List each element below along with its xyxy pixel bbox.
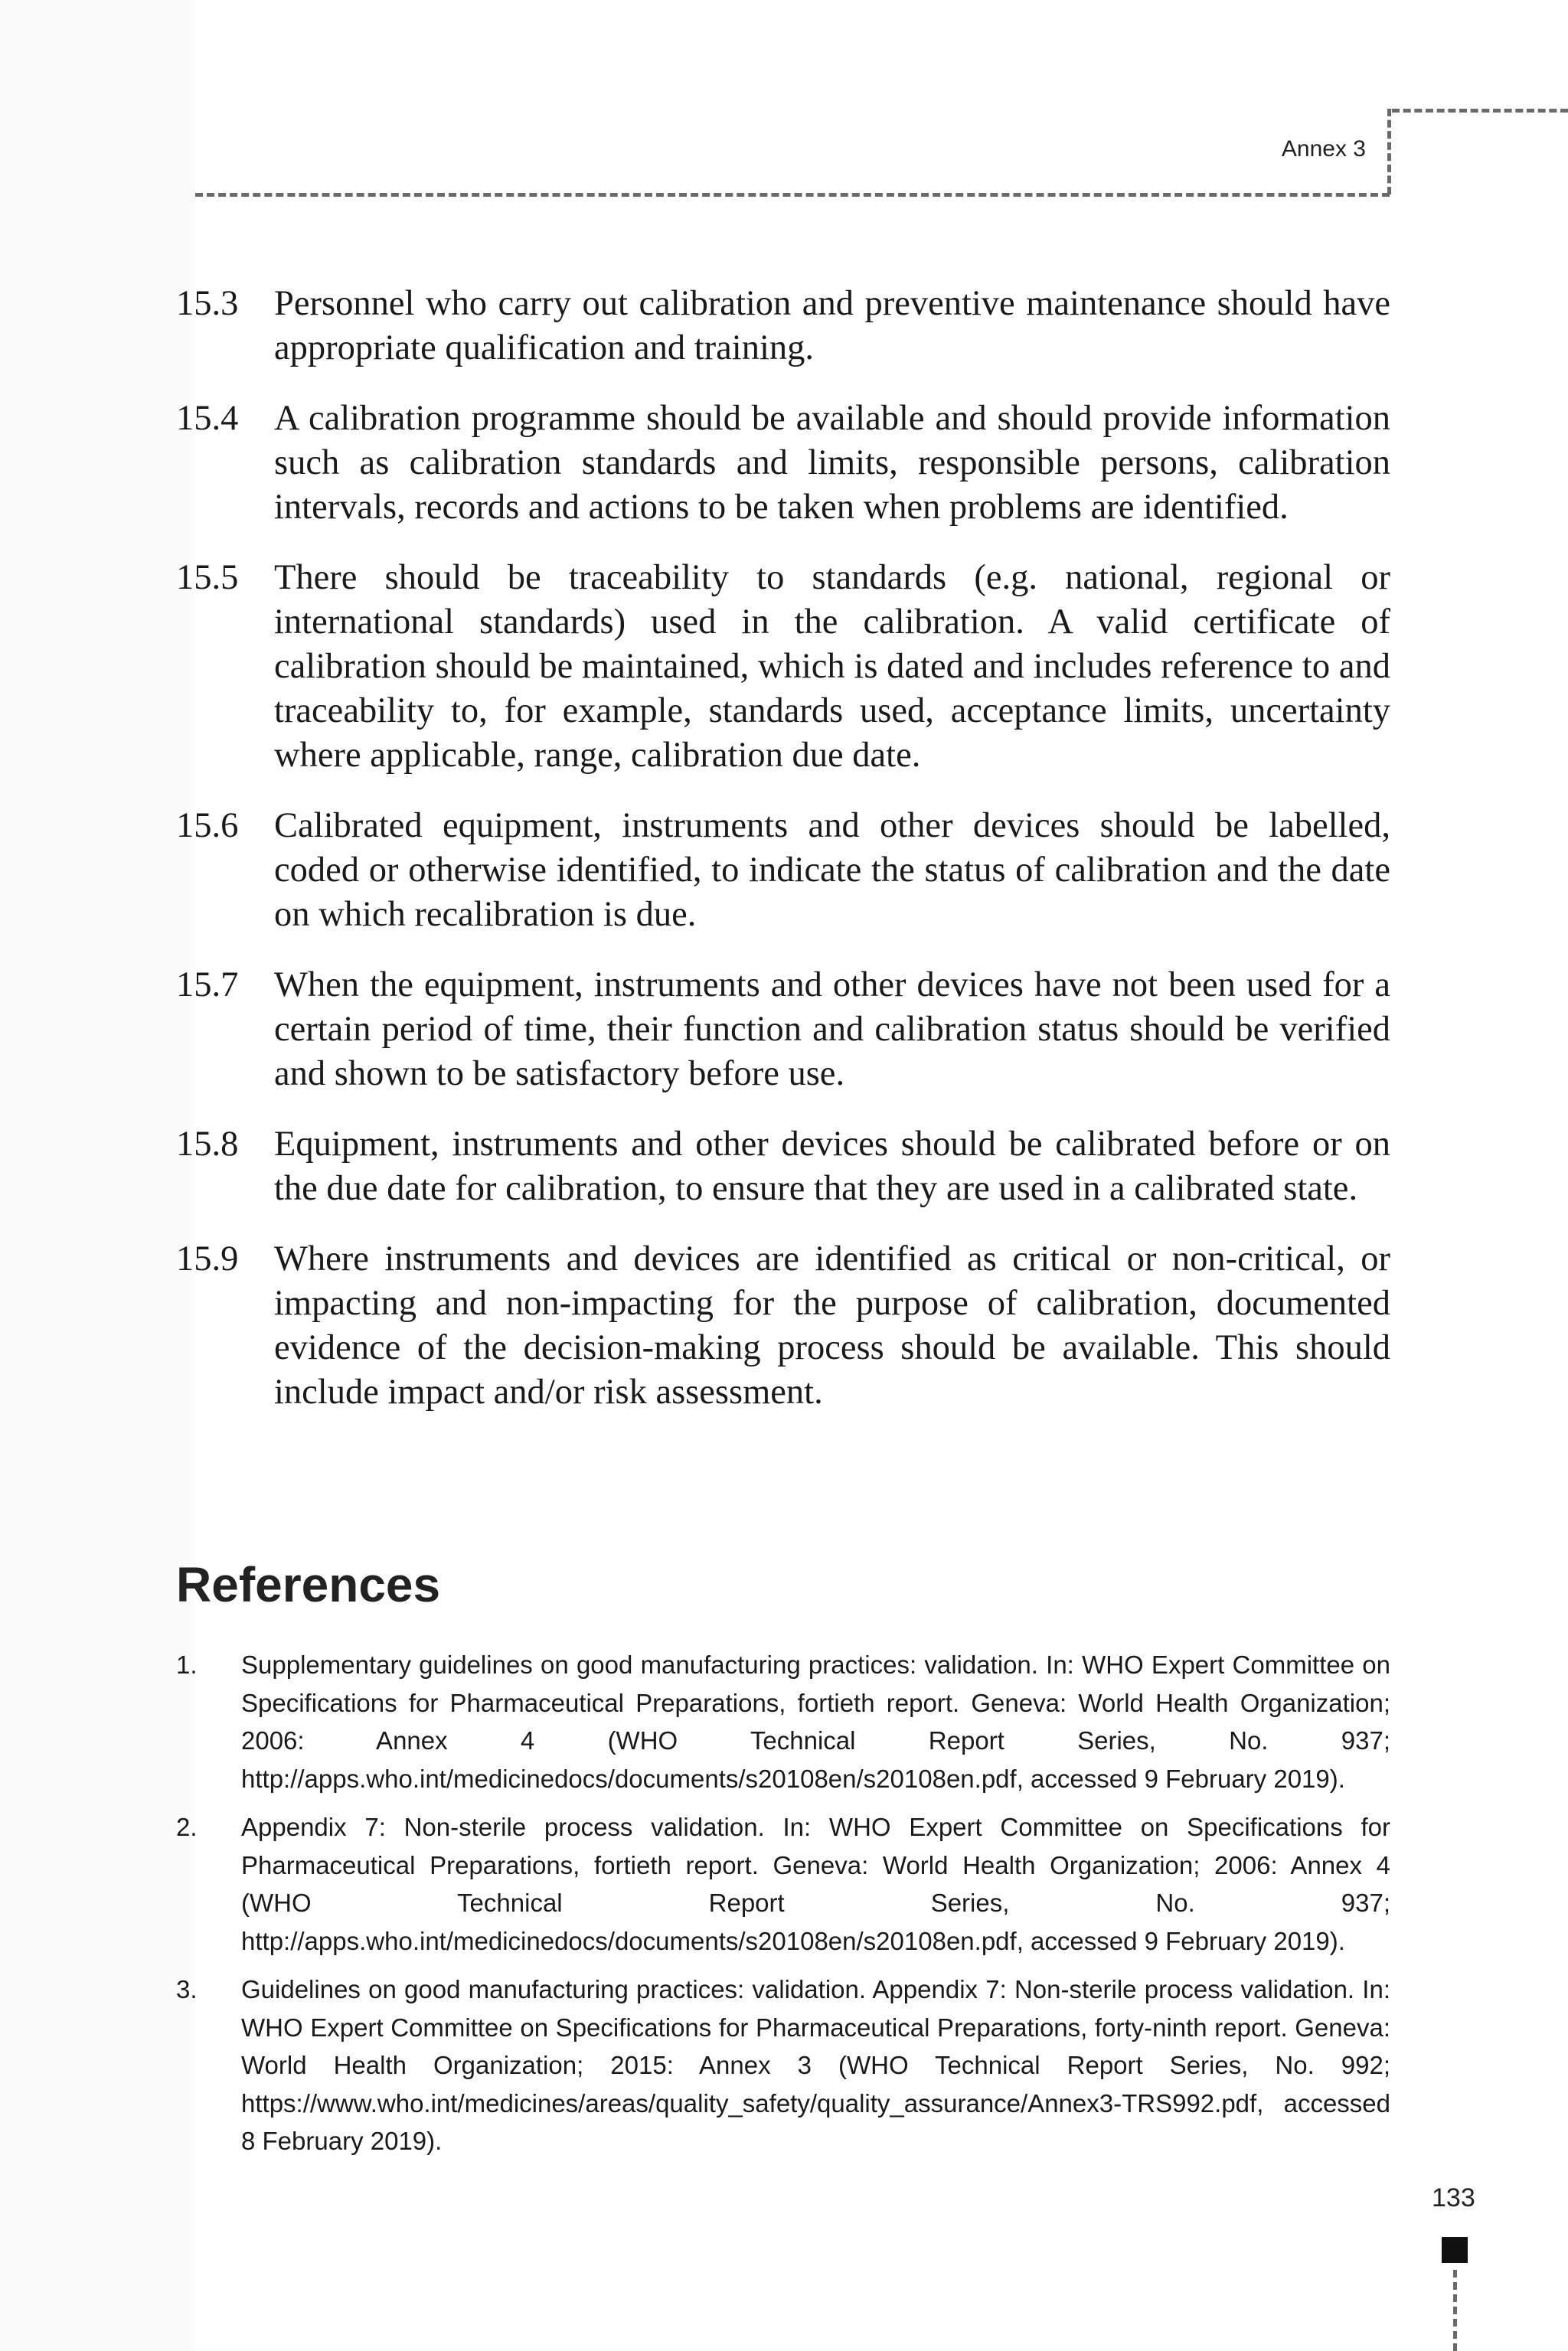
clause-number: 15.8: [176, 1125, 239, 1164]
clause-number: 15.6: [176, 806, 239, 845]
clause-15-4: [176, 397, 1390, 530]
clause-15-9: [176, 1237, 1390, 1415]
running-head: Annex 3: [1281, 136, 1366, 162]
reference-item: [176, 1971, 1390, 2160]
references-heading: References: [176, 1557, 441, 1612]
page-marker-square: [1442, 2237, 1468, 2263]
clause-15-8: [176, 1122, 1390, 1211]
clause-number: 15.4: [176, 399, 239, 438]
header-dashed-rule-upper: [1392, 109, 1568, 113]
clause-number: 15.9: [176, 1239, 239, 1278]
clause-number: 15.7: [176, 965, 239, 1004]
clause-15-5: [176, 556, 1390, 778]
clause-list: [176, 282, 1390, 1441]
clause-text: When the equipment, instruments and other devices have not been used for a certain period of time, their function and calibration status should be verified and shown to be satisfactory before use.: [274, 965, 1390, 1093]
header-dashed-divider: [1387, 109, 1391, 194]
clause-15-7: [176, 963, 1390, 1096]
reference-text: Guidelines on good manufacturing practices: validation. Appendix 7: Non-sterile process validation. In: WHO Expert Committee on Specifications for Pharmaceutical Preparations, forty-ninth report. Geneva: World Health Organization; 2015: Annex 3 (WHO Technical Report Series, No. 992; https://www.who.int/medicines/areas/quality_safety/quality_assurance/Annex3-TRS992.pdf, accessed 8 February 2019).: [241, 1975, 1390, 2155]
clause-text: Equipment, instruments and other devices should be calibrated before or on the due date for calibration, to ensure that they are used in a calibrated state.: [274, 1125, 1390, 1208]
header-dashed-rule: [195, 193, 1390, 197]
clause-15-6: [176, 804, 1390, 937]
reference-number: 3.: [176, 1975, 198, 2003]
reference-list: [176, 1646, 1390, 2171]
reference-number: 2.: [176, 1813, 198, 1841]
reference-item: [176, 1646, 1390, 1798]
reference-text: Appendix 7: Non-sterile process validation. In: WHO Expert Committee on Specifications for Pharmaceutical Preparations, fortieth report. Geneva: World Health Organization; 2006: Annex 4 (WHO Technical Report Series, No. 937; http://apps.who.int/medicinedocs/documents/s20108en/s20108en.pdf, accessed 9 February 2019).: [241, 1813, 1390, 1955]
clause-text: There should be traceability to standards (e.g. national, regional or international standards) used in the calibration. A valid certificate of calibration should be maintained, which is dated and includes reference to and traceability to, for example, standards used, acceptance limits, uncertainty where applicable, range, calibration due date.: [274, 558, 1390, 775]
reference-item: [176, 1808, 1390, 1960]
footer-dashed-rule: [1453, 2270, 1457, 2351]
page-left-gutter: [0, 0, 195, 2351]
page-number: 133: [1432, 2183, 1475, 2212]
clause-15-3: [176, 282, 1390, 371]
reference-text: Supplementary guidelines on good manufacturing practices: validation. In: WHO Expert Committee on Specifications for Pharmaceutical Preparations, fortieth report. Geneva: World Health Organization; 2006: Annex 4 (WHO Technical Report Series, No. 937; http://apps.who.int/medicinedocs/documents/s20108en/s20108en.pdf, accessed 9 February 2019).: [241, 1651, 1390, 1793]
clause-number: 15.5: [176, 558, 239, 597]
clause-text: Calibrated equipment, instruments and other devices should be labelled, coded or otherwise identified, to indicate the status of calibration and the date on which recalibration is due.: [274, 806, 1390, 934]
clause-text: A calibration programme should be available and should provide information such as calibration standards and limits, responsible persons, calibration intervals, records and actions to be taken when problems are identified.: [274, 399, 1390, 527]
reference-number: 1.: [176, 1651, 198, 1679]
clause-number: 15.3: [176, 284, 239, 323]
clause-text: Personnel who carry out calibration and preventive maintenance should have appropriate qualification and training.: [274, 284, 1390, 367]
clause-text: Where instruments and devices are identified as critical or non-critical, or impacting and non-impacting for the purpose of calibration, documented evidence of the decision-making process should be available. This should include impact and/or risk assessment.: [274, 1239, 1390, 1412]
